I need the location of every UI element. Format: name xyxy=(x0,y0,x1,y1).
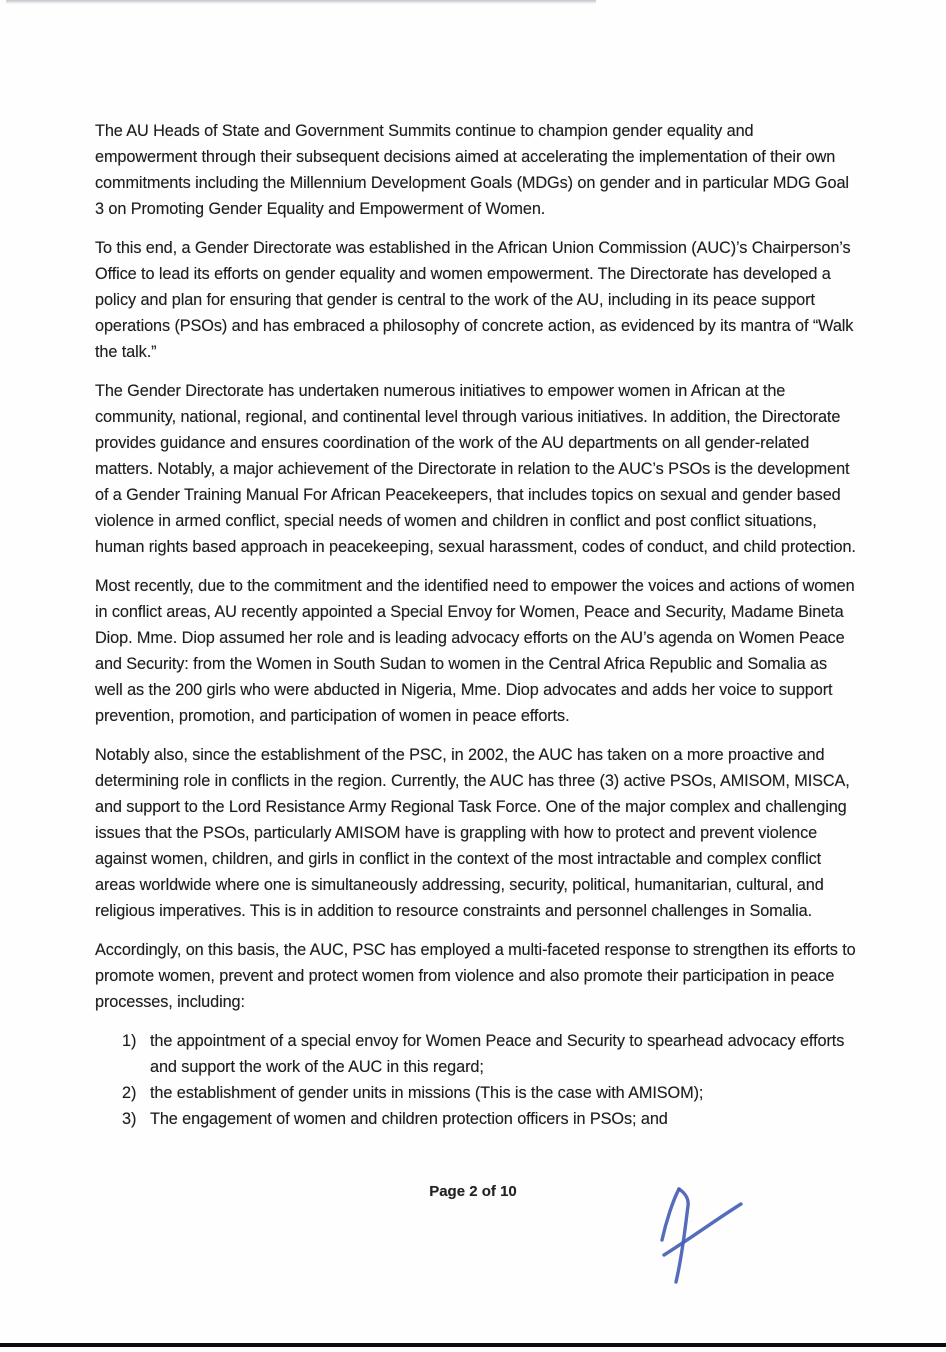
paragraph-special-envoy: Most recently, due to the commitment and the identified need to empower the voices and actions of women in conflict areas, AU recently appointed a Special Envoy for Women, Peace and Security, Madame Bineta Diop. Mme. Diop assumed her role and is leading advocacy efforts on the AU’s agenda on Women Peace and Security: from the Women in South Sudan to women in the Central Africa Republic and Somalia as well as the 200 girls who were abducted in Nigeria, Mme. Diop advocates and adds her voice to support prevention, promotion, and participation of women in peace efforts. xyxy=(95,577,855,725)
footer-page-label: Page xyxy=(429,1183,466,1200)
list-item xyxy=(122,1080,859,1106)
numbered-list xyxy=(95,1028,859,1132)
signature-stroke xyxy=(662,1189,679,1240)
paragraph-gender-directorate-established: To this end, a Gender Directorate was established in the African Union Commission (AUC)’s Chairperson’s Office to lead its efforts on gender equality and women empowerment. The Directorate has developed a policy and plan for ensuring that gender is central to the work of the AU, including in its peace support operations (PSOs) and has embraced a philosophy of concrete action, as evidenced by its mantra of “Walk the talk.” xyxy=(95,239,854,361)
list-item-number: 2) xyxy=(122,1084,137,1102)
paragraph-directorate-initiatives: The Gender Directorate has undertaken numerous initiatives to empower women in African at the community, national, regional, and continental level through various initiatives. In addition, the Directorate provides guidance and ensures coordination of the work of the AU departments on all gender-related matters. Notably, a major achievement of the Directorate in relation to the AUC’s PSOs is the development of a Gender Training Manual For African Peacekeepers, that includes topics on sexual and gender based violence in armed conflict, special needs of women and children in conflict and post conflict situations, human rights based approach in peacekeeping, sexual harassment, codes of conduct, and child protection. xyxy=(95,382,856,556)
footer-total-pages: 10 xyxy=(500,1183,517,1200)
list-item-text: The engagement of women and children protection officers in PSOs; and xyxy=(150,1110,668,1128)
paragraph-au-summits: The AU Heads of State and Government Summits continue to champion gender equality and empowerment through their subsequent decisions aimed at accelerating the implementation of their own commitments including the Millennium Development Goals (MDGs) on gender and in particular MDG Goal 3 on Promoting Gender Equality and Empowerment of Women. xyxy=(95,122,849,218)
list-item-text: the establishment of gender units in missions (This is the case with AMISOM); xyxy=(150,1084,704,1102)
list-item-number: 1) xyxy=(122,1032,137,1050)
paragraph-psc-psos: Notably also, since the establishment of the PSC, in 2002, the AUC has taken on a more proactive and determining role in conflicts in the region. Currently, the AUC has three (3) active PSOs, AMISOM, MISCA, and support to the Lord Resistance Army Regional Task Force. One of the major complex and challenging issues that the PSOs, particularly AMISOM have is grappling with how to protect and prevent violence against women, children, and girls in conflict in the context of the most intractable and complex conflict areas worldwide where one is simultaneously addressing, security, political, humanitarian, cultural, and religious imperatives. This is in addition to resource constraints and personnel challenges in Somalia. xyxy=(95,746,850,920)
signature-stroke xyxy=(664,1204,741,1255)
footer-of-label: of xyxy=(481,1183,496,1200)
list-item xyxy=(122,1106,859,1132)
paragraph-multi-faceted-response: Accordingly, on this basis, the AUC, PSC has employed a multi-faceted response to strengthen its efforts to promote women, prevent and protect women from violence and also promote their participation in peace processes, including: xyxy=(95,941,856,1011)
document-page-body xyxy=(95,118,859,1132)
scan-artifact-top-edge xyxy=(6,0,596,4)
footer-page-number: 2 xyxy=(469,1183,478,1200)
signature-stroke xyxy=(676,1189,688,1282)
page-footer xyxy=(0,1183,946,1200)
list-item-number: 3) xyxy=(122,1110,137,1128)
scan-artifact-bottom-bar xyxy=(0,1343,946,1347)
list-item xyxy=(122,1028,859,1080)
handwritten-signature xyxy=(630,1170,770,1310)
list-item-text: the appointment of a special envoy for Women Peace and Security to spearhead advocacy efforts and support the work of the AUC in this regard; xyxy=(150,1032,845,1076)
